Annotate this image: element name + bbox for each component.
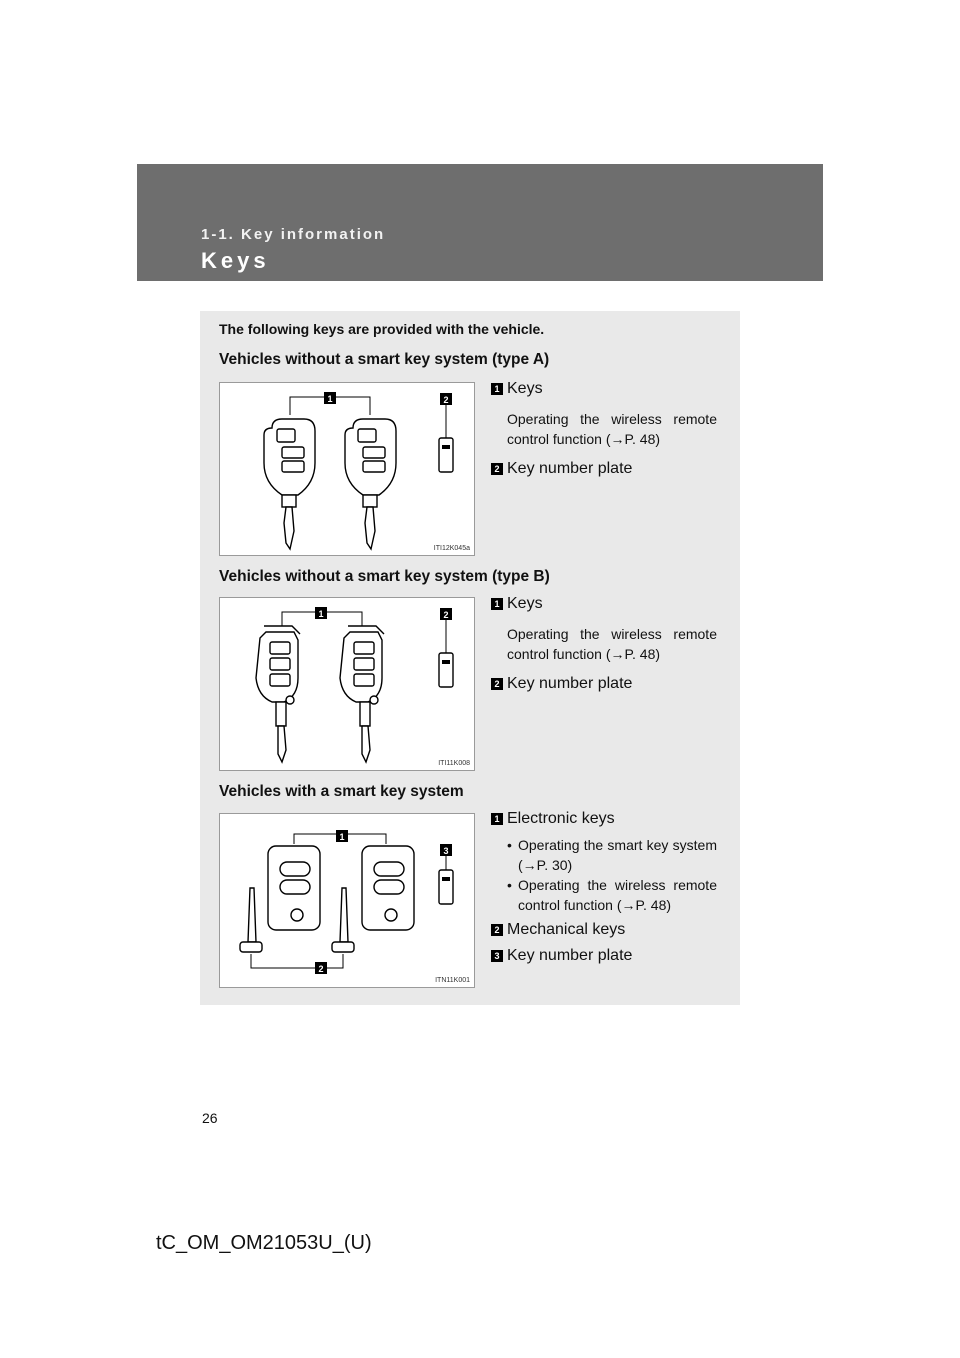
section-heading-type-a: Vehicles without a smart key system (type A) [219,351,550,368]
figure-code: ITI11K008 [438,760,470,767]
legend-item [491,379,717,399]
section-heading-type-b: Vehicles without a smart key system (type B) [219,568,550,585]
page-number: 26 [202,1110,218,1126]
svg-text:1: 1 [339,832,345,842]
legend-description: Operating the wireless remote control function (→P. 48) [507,411,717,447]
section-heading-smart-key: Vehicles with a smart key system [219,783,464,800]
legend-label: Electronic keys [507,810,615,827]
section-label: 1-1. Key information [201,226,386,243]
legend-label: Key number plate [507,675,633,692]
svg-text:1: 1 [327,394,333,404]
figure-keys-type-a [219,382,475,556]
svg-text:2: 2 [443,395,449,405]
legend-item [491,594,717,614]
figure-keys-type-b [219,597,475,771]
legend-description: Operating the wireless remote control function (→P. 48) [507,626,717,662]
svg-text:2: 2 [318,964,324,974]
callout-number: 2 [491,924,503,936]
figure-code: ITI12K045a [433,545,470,552]
legend-item [491,946,717,966]
svg-text:1: 1 [318,609,324,619]
legend-bullet-text: Operating the smart key system (→P. 30) [518,837,717,873]
legend-item [491,459,717,479]
legend-type-a [491,379,717,479]
legend-bullet: • Operating the wireless remote control function (→P. 48) [507,877,717,913]
legend-item [491,809,717,829]
svg-text:3: 3 [443,846,449,856]
figure-keys-smart [219,813,475,988]
legend-label: Key number plate [507,947,633,964]
intro-text: The following keys are provided with the vehicle. [219,321,545,337]
legend-bullet: • Operating the smart key system (→P. 30) [507,837,717,873]
legend-label: Mechanical keys [507,921,626,938]
legend-label: Keys [507,595,543,612]
svg-text:2: 2 [443,610,449,620]
figure-code: ITN11K001 [435,977,470,984]
callout-number: 2 [491,463,503,475]
legend-smart-key [491,809,717,966]
callout-number: 1 [491,598,503,610]
legend-type-b [491,594,717,694]
legend-bullet-text: Operating the wireless remote control function (→P. 48) [518,877,717,913]
header-band [137,164,823,281]
legend-label: Key number plate [507,460,633,477]
legend-item [491,674,717,694]
footer-code: tC_OM_OM21053U_(U) [156,1232,372,1254]
callout-number: 2 [491,678,503,690]
content-box [200,311,740,1005]
legend-label: Keys [507,380,543,397]
callout-number: 1 [491,813,503,825]
page-title: Keys [201,248,270,273]
legend-item [491,920,717,940]
callout-number: 3 [491,950,503,962]
callout-number: 1 [491,383,503,395]
